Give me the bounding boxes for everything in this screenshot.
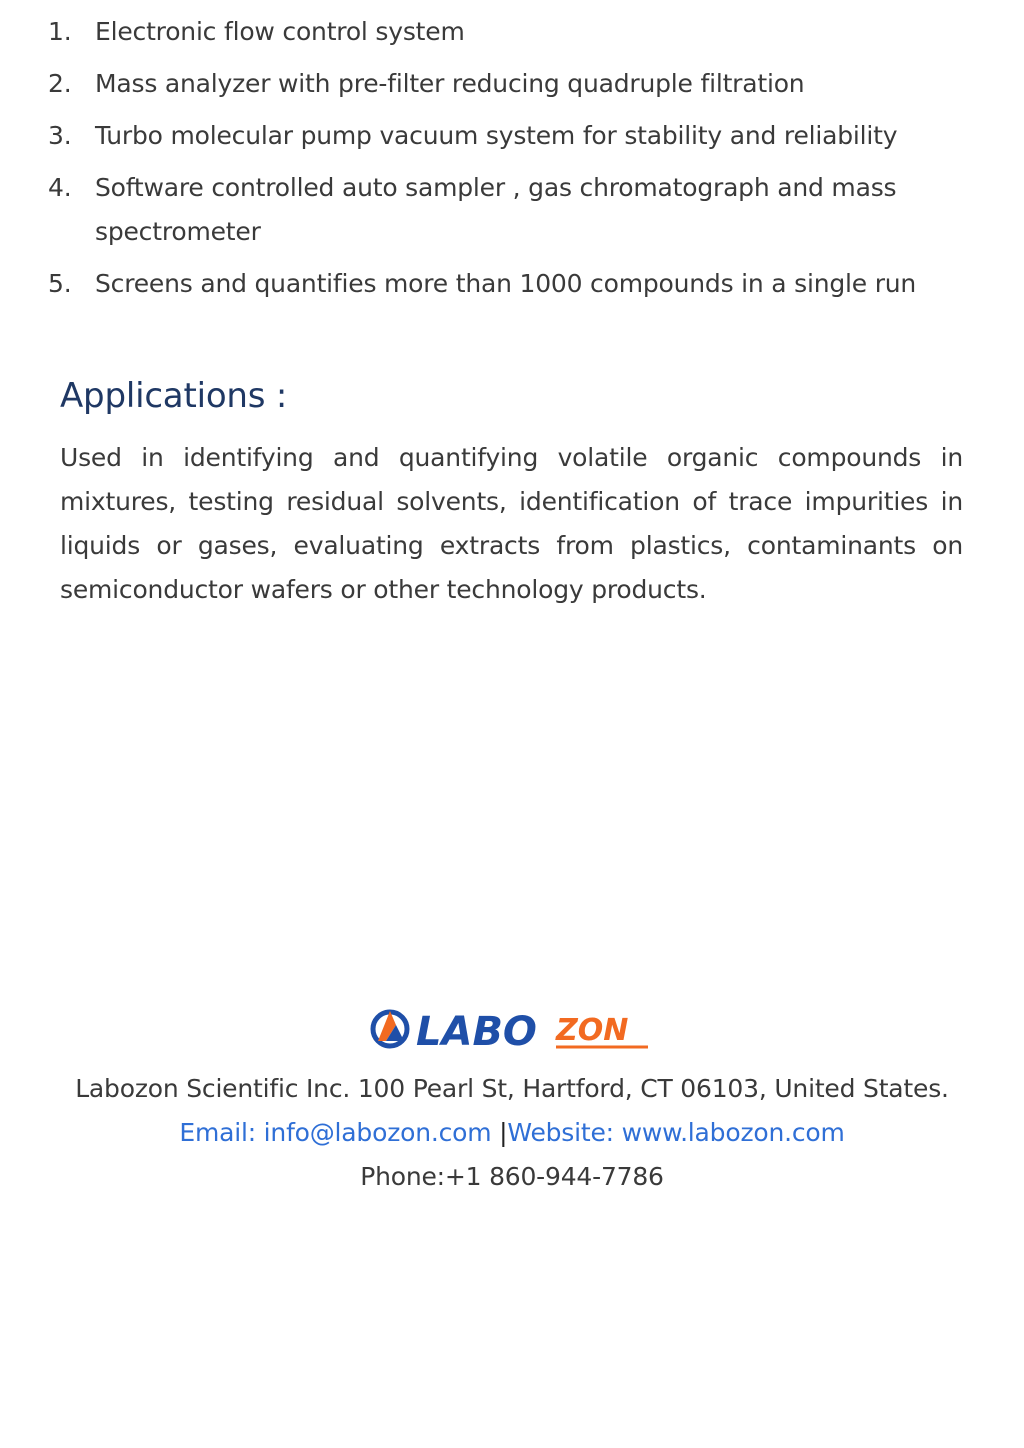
applications-body: Used in identifying and quantifying volatile organic compounds in mixtures, testing residual solvents, identification of trace impurities in liquids or gases, evaluating extracts from plastics, contaminants on semiconductor wafers or other technology products. bbox=[60, 443, 963, 604]
link-separator: | bbox=[499, 1118, 508, 1147]
labozon-logo bbox=[370, 1005, 654, 1053]
email-link[interactable]: Email: info@labozon.com bbox=[179, 1118, 492, 1147]
feature-item bbox=[0, 10, 1024, 54]
feature-number: 3. bbox=[48, 121, 72, 150]
feature-number: 4. bbox=[48, 173, 72, 202]
feature-text: Mass analyzer with pre-filter reducing quadruple filtration bbox=[95, 69, 805, 98]
feature-text: Turbo molecular pump vacuum system for stability and reliability bbox=[95, 121, 898, 150]
footer-address: Labozon Scientific Inc. 100 Pearl St, Hartford, CT 06103, United States. bbox=[75, 1074, 949, 1103]
logo-mark-icon bbox=[373, 1011, 407, 1046]
feature-number: 1. bbox=[48, 17, 72, 46]
feature-item bbox=[0, 114, 1024, 158]
feature-number: 5. bbox=[48, 269, 72, 298]
logo-text-labo: LABO bbox=[416, 1009, 537, 1053]
feature-number: 2. bbox=[48, 69, 72, 98]
feature-text: Software controlled auto sampler , gas chromatograph and mass spectrometer bbox=[95, 173, 897, 246]
applications-heading: Applications : bbox=[60, 376, 288, 416]
logo-text-zon: ZON bbox=[556, 1013, 629, 1048]
footer-links-row bbox=[0, 1111, 1024, 1155]
feature-list bbox=[0, 10, 1024, 314]
footer-contact bbox=[0, 1067, 1024, 1199]
feature-text: Electronic flow control system bbox=[95, 17, 465, 46]
website-link[interactable]: Website: www.labozon.com bbox=[507, 1118, 845, 1147]
feature-text: Screens and quantifies more than 1000 compounds in a single run bbox=[95, 269, 917, 298]
feature-item bbox=[0, 62, 1024, 106]
feature-item bbox=[0, 262, 1024, 306]
footer-phone: Phone:+1 860-944-7786 bbox=[360, 1162, 664, 1191]
feature-item bbox=[0, 166, 1024, 254]
